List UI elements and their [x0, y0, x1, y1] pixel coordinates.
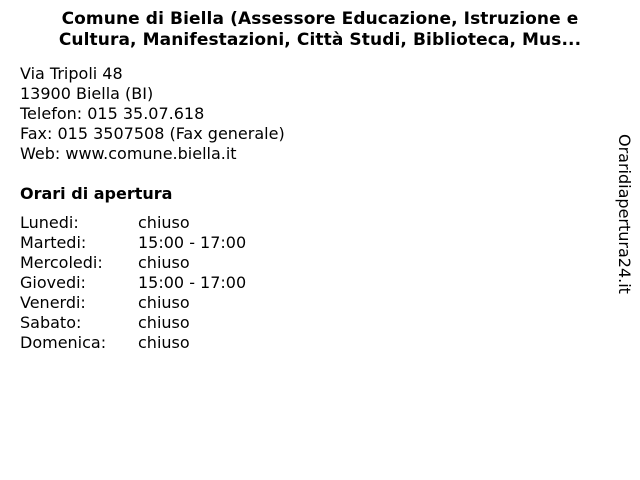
title-line-1: Comune di Biella (Assessore Educazione, Istruzione e — [61, 9, 579, 29]
hours-row-monday — [20, 213, 246, 233]
street-address: Via Tripoli 48 — [20, 64, 123, 83]
site-watermark — [611, 134, 637, 310]
day-hours: chiuso — [138, 313, 190, 332]
hours-row-tuesday — [20, 233, 246, 253]
day-hours: chiuso — [138, 333, 190, 352]
day-label: Martedi: — [20, 233, 87, 252]
address-block — [20, 64, 285, 164]
watermark-text: Oraridiapertura24.it — [615, 134, 634, 294]
day-label: Domenica: — [20, 333, 107, 352]
day-hours: chiuso — [138, 293, 190, 312]
phone-number: Telefon: 015 35.07.618 — [20, 104, 205, 123]
opening-hours-table — [20, 213, 246, 353]
hours-row-wednesday — [20, 253, 246, 273]
day-label: Venerdi: — [20, 293, 86, 312]
website: Web: www.comune.biella.it — [20, 144, 237, 163]
hours-row-sunday — [20, 333, 246, 353]
day-hours: 15:00 - 17:00 — [138, 273, 247, 292]
hours-row-saturday — [20, 313, 246, 333]
city-postal: 13900 Biella (BI) — [20, 84, 154, 103]
day-label: Sabato: — [20, 313, 82, 332]
opening-hours-heading: Orari di apertura — [20, 184, 173, 203]
hours-row-friday — [20, 293, 246, 313]
page-title — [0, 9, 640, 51]
day-hours: chiuso — [138, 213, 190, 232]
fax-number: Fax: 015 3507508 (Fax generale) — [20, 124, 285, 143]
day-label: Mercoledi: — [20, 253, 103, 272]
day-hours: chiuso — [138, 253, 190, 272]
hours-row-thursday — [20, 273, 246, 293]
title-line-2: Cultura, Manifestazioni, Città Studi, Biblioteca, Mus... — [58, 30, 582, 50]
day-hours: 15:00 - 17:00 — [138, 233, 247, 252]
day-label: Lunedi: — [20, 213, 79, 232]
day-label: Giovedi: — [20, 273, 86, 292]
